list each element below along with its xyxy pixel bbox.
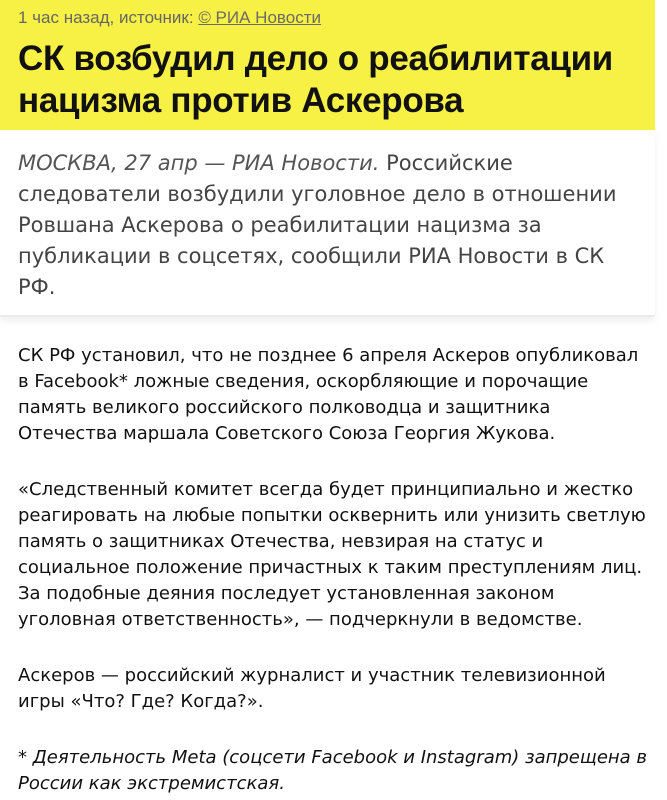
time-ago-label: 1 час назад, <box>18 8 115 27</box>
article-body <box>18 343 648 797</box>
source-label: источник: <box>119 8 194 27</box>
source-link[interactable]: © РИА Новости <box>198 8 321 27</box>
article-headline: СК возбудил дело о реабилитации нацизма против Аскерова <box>18 39 614 120</box>
article-lead <box>18 148 648 303</box>
lead-text: Российские следователи возбудили уголовное дело в отношении Ровшана Аскерова о реабилитации нацизма за публикации в соцсетях, сообщили РИА Новости в СК РФ. <box>18 151 617 299</box>
article-meta <box>18 8 321 28</box>
paragraph-2: «Следственный комитет всегда будет принципиально и жестко реагировать на любые попытки осквернить или унизить светлую память о защитниках Отечества, невзирая на статус и социальное положение причастных к таким преступлениям лиц. За подобные деяния последует установленная законом уголовная ответственность», — подчеркнули в ведомстве. <box>18 479 646 630</box>
headline-highlight-block <box>0 0 655 130</box>
lead-dateline: МОСКВА, 27 апр — РИА Новости. <box>18 151 380 175</box>
paragraph-1: СК РФ установил, что не позднее 6 апреля Аскеров опубликовал в Facebook* ложные сведения, оскорбляющие и порочащие память великого российского полководца и защитника Отечества маршала Советского Союза Георгия Жукова. <box>18 345 639 444</box>
paragraph-3: Аскеров — российский журналист и участник телевизионной игры «Что? Где? Когда?». <box>18 665 606 712</box>
footnote: * Деятельность Meta (соцсети Facebook и Instagram) запрещена в России как экстремистская. <box>18 747 648 794</box>
